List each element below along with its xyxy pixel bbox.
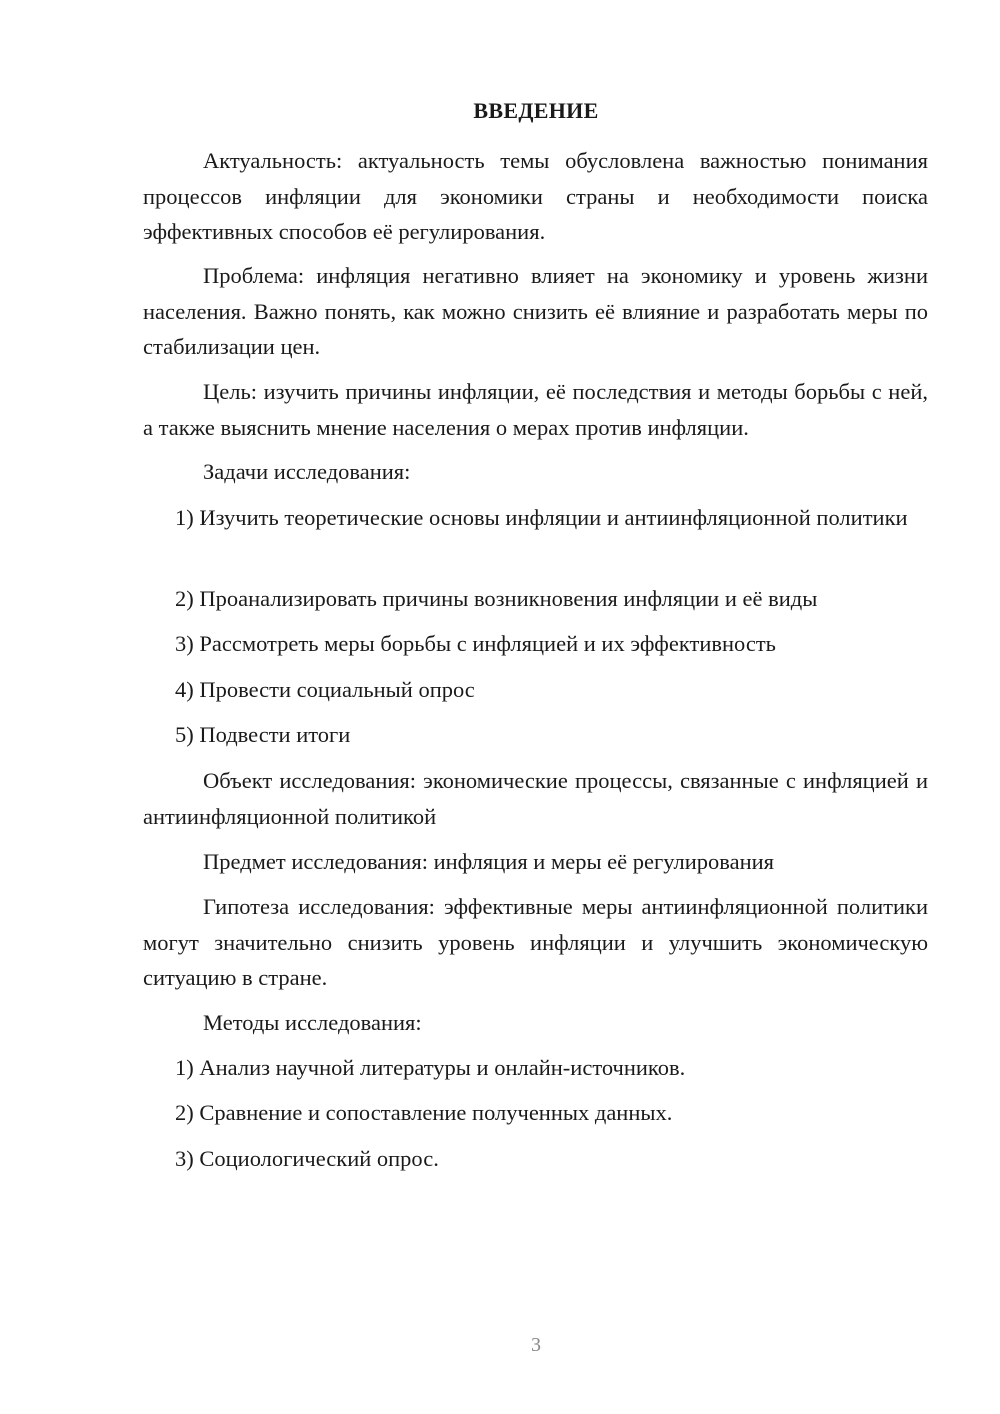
page-number: 3: [531, 1334, 541, 1356]
section-title: ВВЕДЕНИЕ: [473, 98, 599, 123]
method-item: 1) Анализ научной литературы и онлайн-источников.: [175, 1055, 686, 1080]
problem-paragraph: Проблема: инфляция негативно влияет на экономику и уровень жизни населения. Важно понять, как можно снизить её влияние и разработать меры по стабилизации цен.: [143, 263, 928, 359]
task-item: 3) Рассмотреть меры борьбы с инфляцией и их эффективность: [175, 631, 776, 656]
task-item: 2) Проанализировать причины возникновения инфляции и её виды: [175, 586, 818, 611]
relevance-paragraph: Актуальность: актуальность темы обусловлена важностью понимания процессов инфляции для экономики страны и необходимости поиска эффективных способов её регулирования.: [143, 148, 928, 244]
method-item: 2) Сравнение и сопоставление полученных данных.: [175, 1100, 673, 1125]
hypothesis-paragraph: Гипотеза исследования: эффективные меры антиинфляционной политики могут значительно снизить уровень инфляции и улучшить экономическую ситуацию в стране.: [143, 894, 928, 990]
task-item: 4) Провести социальный опрос: [175, 677, 475, 702]
subject-paragraph: Предмет исследования: инфляция и меры её регулирования: [203, 849, 775, 874]
methods-heading: Методы исследования:: [203, 1010, 422, 1035]
task-item: 5) Подвести итоги: [175, 722, 351, 747]
method-item: 3) Социологический опрос.: [175, 1146, 439, 1171]
object-paragraph: Объект исследования: экономические процессы, связанные с инфляцией и антиинфляционной политикой: [143, 768, 928, 829]
task-item: 1) Изучить теоретические основы инфляции и антиинфляционной политики: [175, 505, 908, 530]
tasks-heading: Задачи исследования:: [203, 459, 411, 484]
goal-paragraph: Цель: изучить причины инфляции, её последствия и методы борьбы с ней, а также выяснить мнение населения о мерах против инфляции.: [143, 379, 928, 440]
